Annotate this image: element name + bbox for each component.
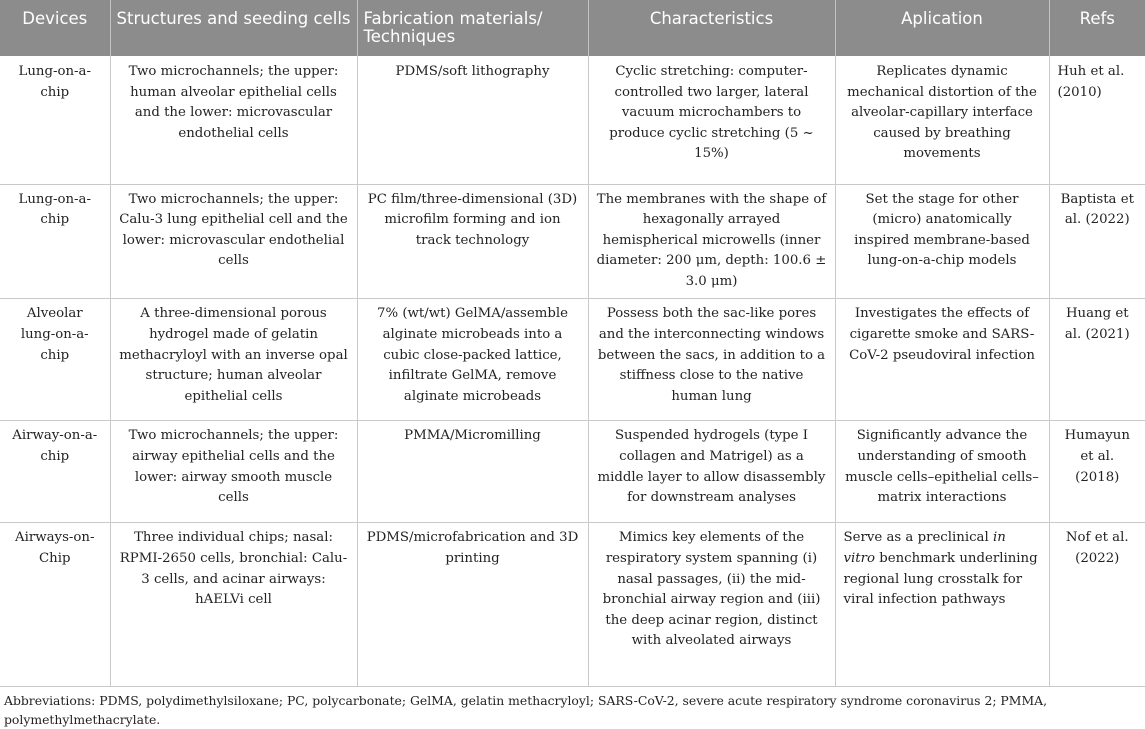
table-row xyxy=(0,184,1145,299)
ref-cell: Humayun et al. (2018) xyxy=(1049,421,1145,523)
application-text-end: benchmark underlining regional lung crosstalk for viral infection pathways xyxy=(843,551,1038,608)
device-cell: Airway-on-a-chip xyxy=(0,421,110,523)
fabrication-cell: PC film/three-dimensional (3D) microfilm forming and ion track technology xyxy=(357,184,588,299)
characteristics-cell: Cyclic stretching: computer-controlled two larger, lateral vacuum microchambers to produce cyclic stretching (5 ~ 15%) xyxy=(588,56,835,184)
structures-cell: Two microchannels; the upper: human alveolar epithelial cells and the lower: microvascular endothelial cells xyxy=(110,56,357,184)
abbreviations-footnote: Abbreviations: PDMS, polydimethylsiloxane; PC, polycarbonate; GelMA, gelatin methacryloyl; SARS-CoV-2, severe acute respiratory syndrome coronavirus 2; PMMA, polymethylmethacrylate. xyxy=(4,693,1048,728)
header-refs: Refs xyxy=(1049,0,1145,56)
application-cell: Set the stage for other (micro) anatomically inspired membrane-based lung-on-a-chip models xyxy=(835,184,1049,299)
table-row xyxy=(0,421,1145,523)
ref-cell: Baptista et al. (2022) xyxy=(1049,184,1145,299)
application-text-italic: in vitro xyxy=(843,530,1006,567)
structures-cell: Two microchannels; the upper: Calu-3 lung epithelial cell and the lower: microvascular endothelial cells xyxy=(110,184,357,299)
table-row xyxy=(0,299,1145,421)
characteristics-cell: Suspended hydrogels (type I collagen and Matrigel) as a middle layer to allow disassembly for downstream analyses xyxy=(588,421,835,523)
characteristics-cell: The membranes with the shape of hexagonally arrayed hemispherical microwells (inner diameter: 200 μm, depth: 100.6 ± 3.0 μm) xyxy=(588,184,835,299)
header-characteristics: Characteristics xyxy=(588,0,835,56)
header-devices: Devices xyxy=(0,0,110,56)
application-text-start: Serve as a preclinical xyxy=(843,530,993,546)
application-cell: Significantly advance the understanding of smooth muscle cells–epithelial cells–matrix interactions xyxy=(835,421,1049,523)
structures-cell: Two microchannels; the upper: airway epithelial cells and the lower: airway smooth muscle cells xyxy=(110,421,357,523)
device-cell: Lung-on-a-chip xyxy=(0,184,110,299)
ref-cell: Nof et al. (2022) xyxy=(1049,523,1145,687)
header-application: Aplication xyxy=(835,0,1049,56)
table-row xyxy=(0,56,1145,184)
application-cell: Replicates dynamic mechanical distortion of the alveolar-capillary interface caused by breathing movements xyxy=(835,56,1049,184)
structures-cell: A three-dimensional porous hydrogel made of gelatin methacryloyl with an inverse opal structure; human alveolar epithelial cells xyxy=(110,299,357,421)
ref-cell: Huh et al. (2010) xyxy=(1049,56,1145,184)
device-cell: Airways-on-Chip xyxy=(0,523,110,687)
device-cell: Lung-on-a-chip xyxy=(0,56,110,184)
application-cell xyxy=(835,523,1049,687)
ref-cell: Huang et al. (2021) xyxy=(1049,299,1145,421)
header-fabrication: Fabrication materials/ Techniques xyxy=(357,0,588,56)
fabrication-cell: 7% (wt/wt) GelMA/assemble alginate microbeads into a cubic close-packed lattice, infiltrate GelMA, remove alginate microbeads xyxy=(357,299,588,421)
fabrication-cell: PMMA/Micromilling xyxy=(357,421,588,523)
fabrication-cell: PDMS/microfabrication and 3D printing xyxy=(357,523,588,687)
structures-cell: Three individual chips; nasal: RPMI-2650 cells, bronchial: Calu-3 cells, and acinar airways: hAELVi cell xyxy=(110,523,357,687)
header-structures: Structures and seeding cells xyxy=(110,0,357,56)
characteristics-cell: Possess both the sac-like pores and the interconnecting windows between the sacs, in addition to a stiffness close to the native human lung xyxy=(588,299,835,421)
fabrication-cell: PDMS/soft lithography xyxy=(357,56,588,184)
header-row xyxy=(0,0,1145,56)
application-cell: Investigates the effects of cigarette smoke and SARS-CoV-2 pseudoviral infection xyxy=(835,299,1049,421)
characteristics-cell: Mimics key elements of the respiratory system spanning (i) nasal passages, (ii) the mid-bronchial airway region and (iii) the deep acinar region, distinct with alveolated airways xyxy=(588,523,835,687)
table-row xyxy=(0,523,1145,687)
device-cell: Alveolar lung-on-a-chip xyxy=(0,299,110,421)
